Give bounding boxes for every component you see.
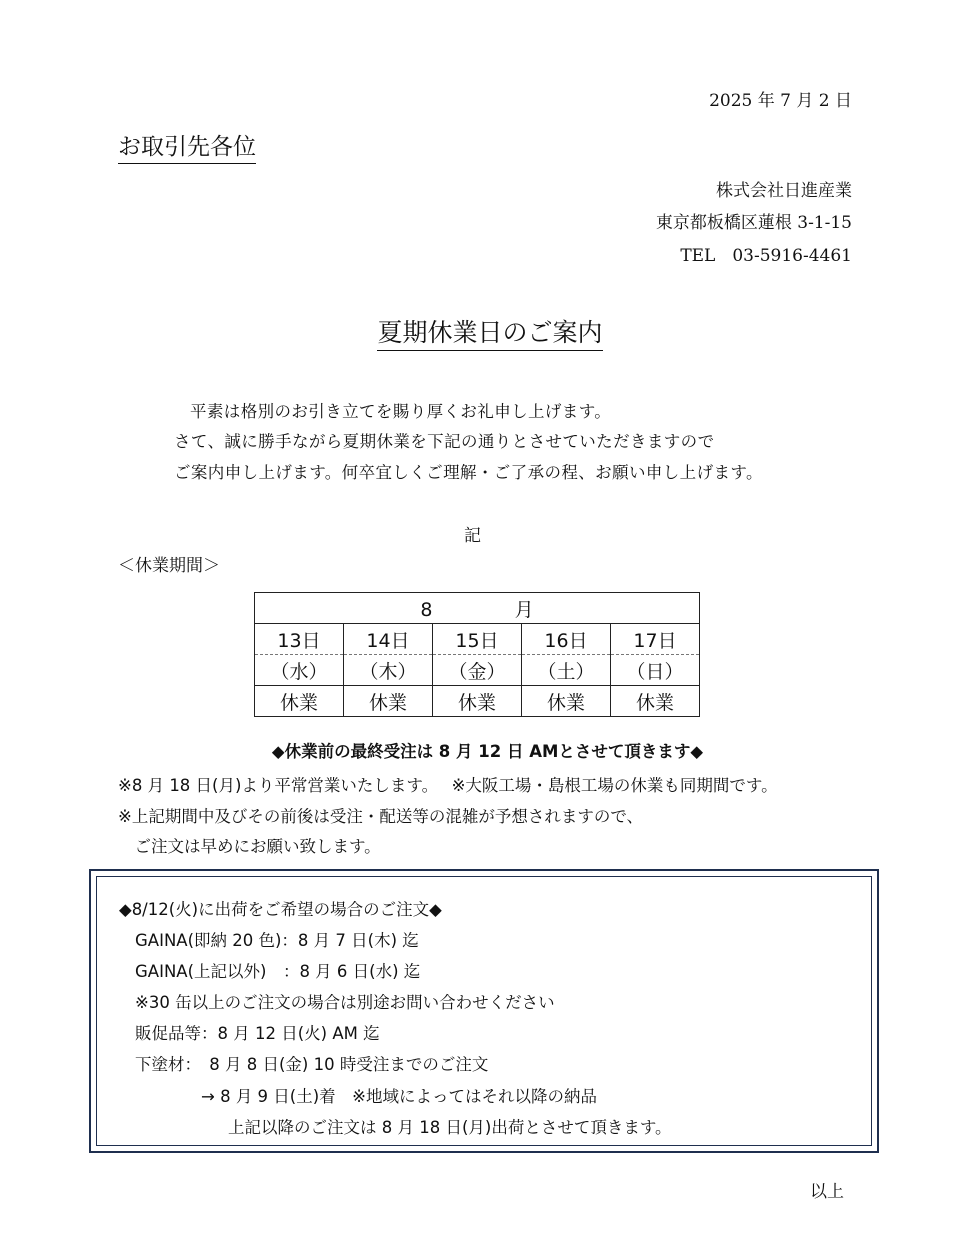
box-line-promo: 販促品等：8 月 12 日(火) AM 迄 xyxy=(135,1024,380,1043)
closing-mark: 以上 xyxy=(810,1182,844,1202)
recipient-heading: お取引先各位 xyxy=(118,128,256,164)
calendar-month xyxy=(255,593,700,624)
holiday-calendar xyxy=(254,592,700,717)
calendar-weekday-row xyxy=(255,655,700,686)
calendar-status: 休業 xyxy=(344,686,433,717)
note-congestion: ※上記期間中及びその前後は受注・配送等の混雑が予想されますので、 xyxy=(118,807,643,826)
calendar-weekday: （木） xyxy=(344,655,433,686)
calendar-status: 休業 xyxy=(522,686,611,717)
note-early-order: ご注文は早めにお願い致します。 xyxy=(118,837,381,856)
box-line-bulk-order: ※30 缶以上のご注文の場合は別途お問い合わせください xyxy=(135,993,555,1012)
calendar-status: 休業 xyxy=(433,686,522,717)
calendar-weekday: （日） xyxy=(611,655,700,686)
box-line-gaina-other: GAINA(上記以外) ：8 月 6 日(水) 迄 xyxy=(135,962,421,981)
calendar-date: 15日 xyxy=(433,624,522,655)
calendar-status-row xyxy=(255,686,700,717)
calendar-date: 17日 xyxy=(611,624,700,655)
shipping-info-box xyxy=(89,869,879,1153)
box-heading: ◆8/12(火)に出荷をご希望の場合のご注文◆ xyxy=(119,900,442,919)
period-label: ＜休業期間＞ xyxy=(118,556,220,576)
body-line-3: ご案内申し上げます。何卒宜しくご理解・ご了承の程、お願い申し上げます。 xyxy=(174,463,763,482)
document-date: 2025 年 7 月 2 日 xyxy=(709,91,852,111)
box-line-after: 上記以降のご注文は 8 月 18 日(月)出荷とさせて頂きます。 xyxy=(228,1118,672,1137)
calendar-weekday: （水） xyxy=(255,655,344,686)
last-order-notice: ◆休業前の最終受注は 8 月 12 日 AMとさせて頂きます◆ xyxy=(271,742,704,761)
calendar-date-row xyxy=(255,624,700,655)
calendar-weekday: （土） xyxy=(522,655,611,686)
box-line-primer: 下塗材： 8 月 8 日(金) 10 時受注までのご注文 xyxy=(135,1055,489,1074)
page-title: 夏期休業日のご案内 xyxy=(0,313,980,349)
calendar-date: 13日 xyxy=(255,624,344,655)
calendar-weekday: （金） xyxy=(433,655,522,686)
ki-marker: 記 xyxy=(464,526,481,546)
calendar-month-row xyxy=(255,593,700,624)
calendar-date: 14日 xyxy=(344,624,433,655)
sender-address: 東京都板橋区蓮根 3-1-15 xyxy=(655,213,852,233)
calendar-status: 休業 xyxy=(611,686,700,717)
note-resume: ※8 月 18 日(月)より平常営業いたします。 ※大阪工場・島根工場の休業も同期間です。 xyxy=(118,776,778,795)
month-unit: 月 xyxy=(514,598,534,621)
body-line-2: さて、誠に勝手ながら夏期休業を下記の通りとさせていただきますので xyxy=(174,432,715,451)
calendar-status: 休業 xyxy=(255,686,344,717)
box-line-arrival: → 8 月 9 日(土)着 ※地域によってはそれ以降の納品 xyxy=(201,1087,597,1106)
calendar-date: 16日 xyxy=(522,624,611,655)
month-number: 8 xyxy=(420,598,433,621)
box-line-gaina-stock: GAINA(即納 20 色)：8 月 7 日(木) 迄 xyxy=(135,931,419,950)
body-line-1: 平素は格別のお引き立てを賜り厚くお礼申し上げます。 xyxy=(190,402,612,421)
sender-tel: TEL 03-5916-4461 xyxy=(680,246,852,266)
sender-company: 株式会社日進産業 xyxy=(716,181,852,201)
